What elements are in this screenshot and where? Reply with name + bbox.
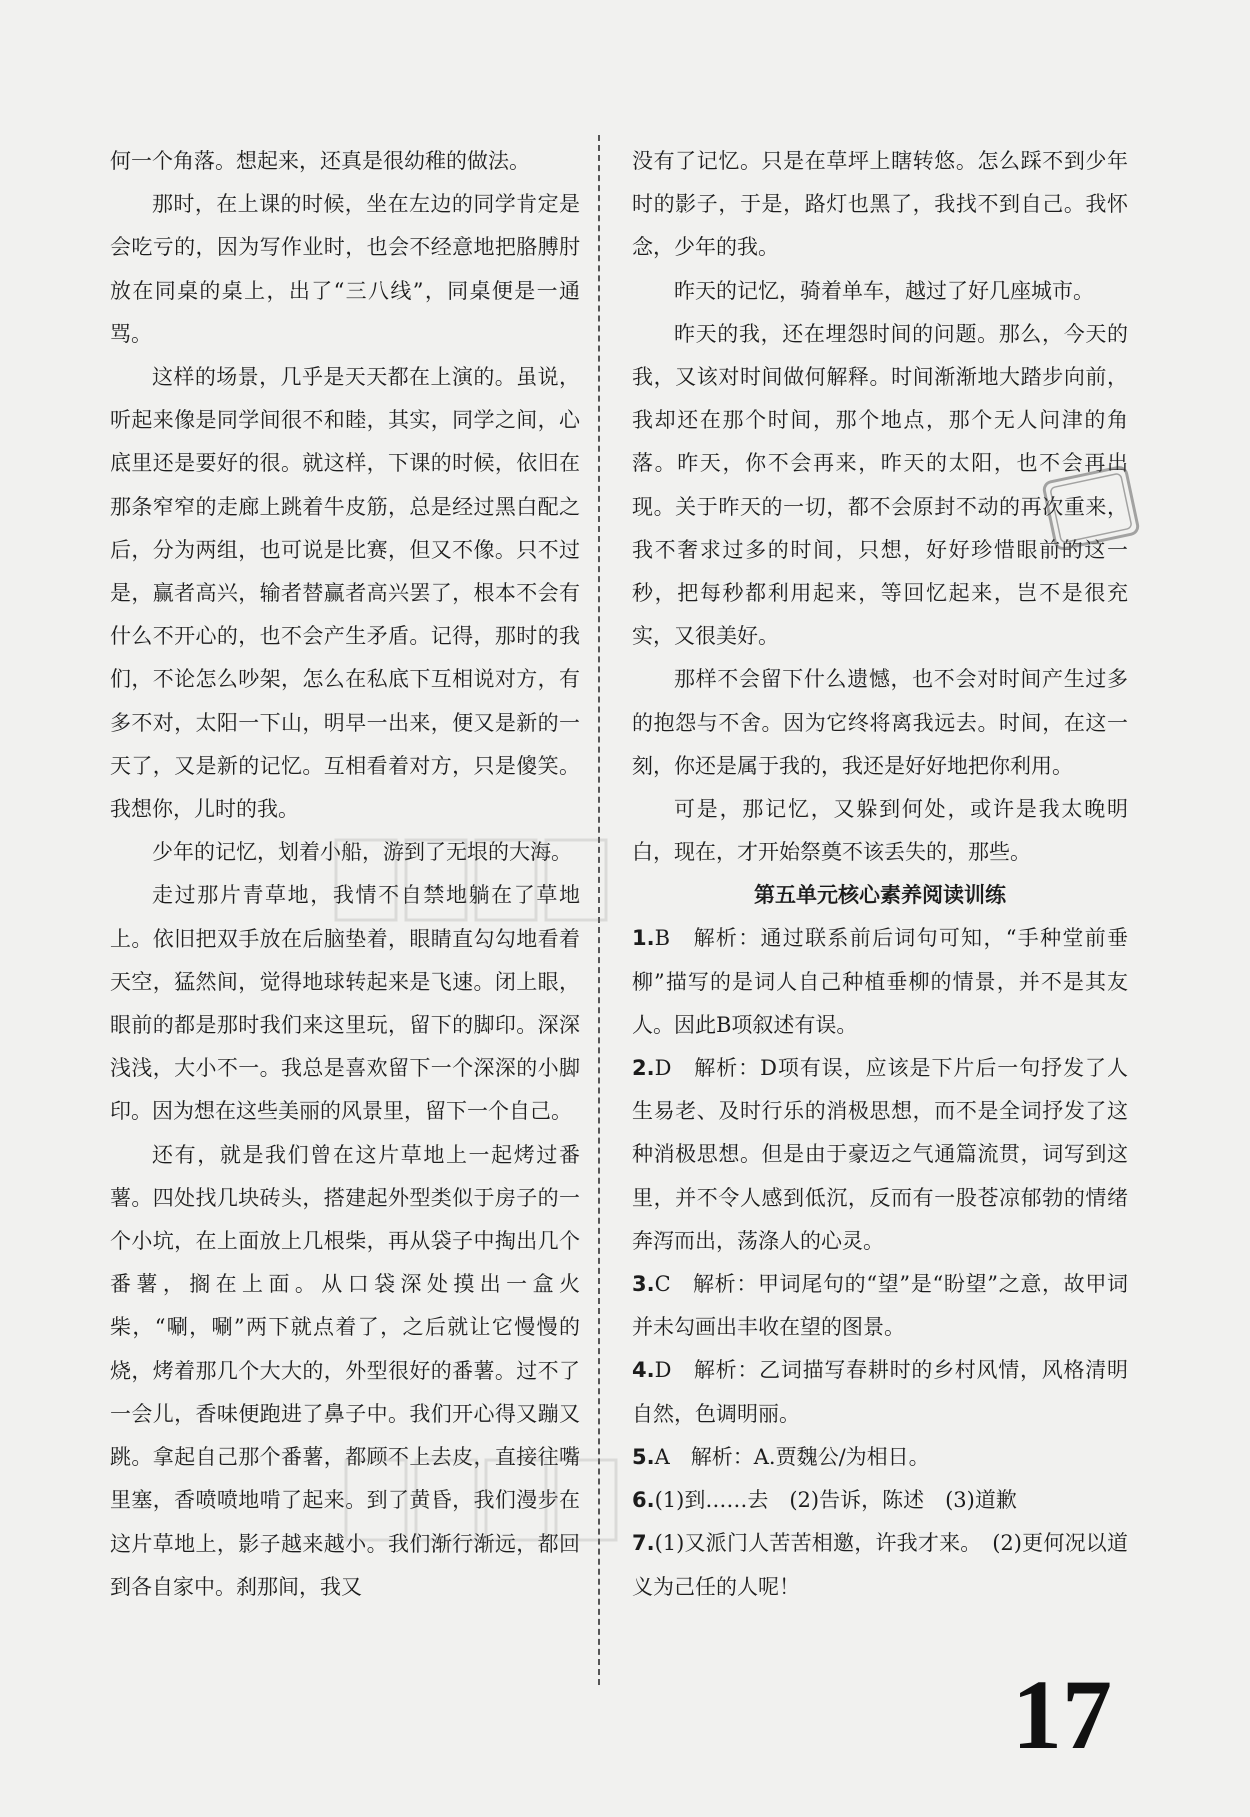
answer-item	[632, 1263, 1128, 1349]
right-paragraph: 昨天的记忆，骑着单车，越过了好几座城市。	[674, 278, 1094, 303]
answer-number: 3.	[632, 1272, 655, 1297]
answer-text: (1)到……去 (2)告诉，陈述 (3)道歉	[654, 1488, 1017, 1513]
right-paragraph: 那样不会留下什么遗憾，也不会对时间产生过多的抱怨与不舍。因为它终将离我远去。时间，在这一刻，你还是属于我的，我还是好好地把你利用。	[632, 667, 1128, 778]
answer-item	[632, 1436, 1128, 1479]
page-number: 17	[1012, 1659, 1112, 1770]
answer-text: C 解析：甲词尾句的“望”是“盼望”之意，故甲词并未勾画出丰收在望的图景。	[632, 1272, 1128, 1340]
right-paragraph: 昨天的我，还在埋怨时间的问题。那么，今天的我，又该对时间做何解释。时间渐渐地大踏步向前，我却还在那个时间，那个地点，那个无人问津的角落。昨天，你不会再来，昨天的太阳，也不会再出现。关于昨天的一切，都不会原封不动的再次重来，我不奢求过多的时间，只想，好好珍惜眼前的这一秒，把每秒都利用起来，等回忆起来，岂不是很充实，又很美好。	[632, 321, 1128, 649]
watermark-icon	[330, 820, 610, 940]
answer-text: A 解析：A.贾魏公/为相日。	[654, 1444, 930, 1469]
answer-item	[632, 917, 1128, 1047]
answer-number: 7.	[632, 1531, 655, 1556]
right-column	[632, 140, 1128, 1609]
answer-number: 5.	[632, 1444, 655, 1469]
left-paragraph: 还有，就是我们曾在这片草地上一起烤过番薯。四处找几块砖头，搭建起外型类似于房子的一个小坑，在上面放上几根柴，再从袋子中掏出几个番薯，搁在上面。从口袋深处摸出一盒火柴，“唰，唰”两下就点着了，之后就让它慢慢的烧，烤着那几个大大的，外型很好的番薯。过不了一会儿，香味便跑进了鼻子中。我们开心得又蹦又跳。拿起自己那个番薯，都顾不上去皮，直接往嘴里塞，香喷喷地啃了起来。到了黄昏，我们漫步在这片草地上，影子越来越小。我们渐行渐远，都回到各自家中。刹那间，我又	[110, 1142, 580, 1599]
left-paragraph: 少年的记忆，划着小船，游到了无垠的大海。	[152, 840, 572, 865]
left-paragraph: 这样的场景，几乎是天天都在上演的。虽说，听起来像是同学间很不和睦，其实，同学之间，心底里还是要好的很。就这样，下课的时候，依旧在那条窄窄的走廊上跳着牛皮筋，总是经过黑白配之后，分为两组，也可说是比赛，但又不像。只不过是，赢者高兴，输者替赢者高兴罢了，根本不会有什么不开心的，也不会产生矛盾。记得，那时的我们，不论怎么吵架，怎么在私底下互相说对方，有多不对，太阳一下山，明早一出来，便又是新的一天了，又是新的记忆。互相看着对方，只是傻笑。我想你，儿时的我。	[110, 365, 580, 822]
answer-number: 1.	[632, 926, 655, 951]
left-paragraph: 何一个角落。想起来，还真是很幼稚的做法。	[110, 149, 530, 173]
answer-number: 6.	[632, 1488, 655, 1513]
answer-list	[632, 917, 1128, 1608]
right-paragraph: 没有了记忆。只是在草坪上瞎转悠。怎么踩不到少年时的影子，于是，路灯也黑了，我找不到自己。我怀念，少年的我。	[632, 149, 1128, 260]
answer-number: 4.	[632, 1358, 655, 1383]
watermark-icon	[340, 1440, 620, 1560]
answer-text: D 解析：乙词描写春耕时的乡村风情，风格清明自然，色调明丽。	[632, 1358, 1128, 1426]
answer-item	[632, 1522, 1128, 1608]
left-paragraph: 走过那片青草地，我情不自禁地躺在了草地上。依旧把双手放在后脑垫着，眼睛直勾勾地看着天空，猛然间，觉得地球转起来是飞速。闭上眼，眼前的都是那时我们来这里玩，留下的脚印。深深浅浅，大小不一。我总是喜欢留下一个深深的小脚印。因为想在这些美丽的风景里，留下一个自己。	[110, 883, 580, 1124]
answer-item	[632, 1349, 1128, 1435]
left-paragraph: 那时，在上课的时候，坐在左边的同学肯定是会吃亏的，因为写作业时，也会不经意地把胳膊肘放在同桌的桌上，出了“三八线”，同桌便是一通骂。	[110, 192, 580, 346]
answer-item	[632, 1479, 1128, 1522]
answer-text: (1)又派门人苦苦相邀，许我才来。 (2)更何况以道义为己任的人呢！	[632, 1531, 1128, 1599]
answer-text: B 解析：通过联系前后词句可知，“手种堂前垂柳”描写的是词人自己种植垂柳的情景，并不是其友人。因此B项叙述有误。	[632, 926, 1128, 1037]
answer-number: 2.	[632, 1056, 655, 1081]
right-paragraph: 可是，那记忆，又躲到何处，或许是我太晚明白，现在，才开始祭奠不该丢失的，那些。	[632, 797, 1128, 865]
answer-item	[632, 1047, 1128, 1263]
section-title: 第五单元核心素养阅读训练	[754, 883, 1006, 908]
answer-text: D 解析：D项有误，应该是下片后一句抒发了人生易老、及时行乐的消极思想，而不是全词抒发了这种消极思想。但是由于豪迈之气通篇流贯，词写到这里，并不令人感到低沉，反而有一股苍凉郁勃的情绪奔泻而出，荡涤人的心灵。	[632, 1056, 1128, 1253]
